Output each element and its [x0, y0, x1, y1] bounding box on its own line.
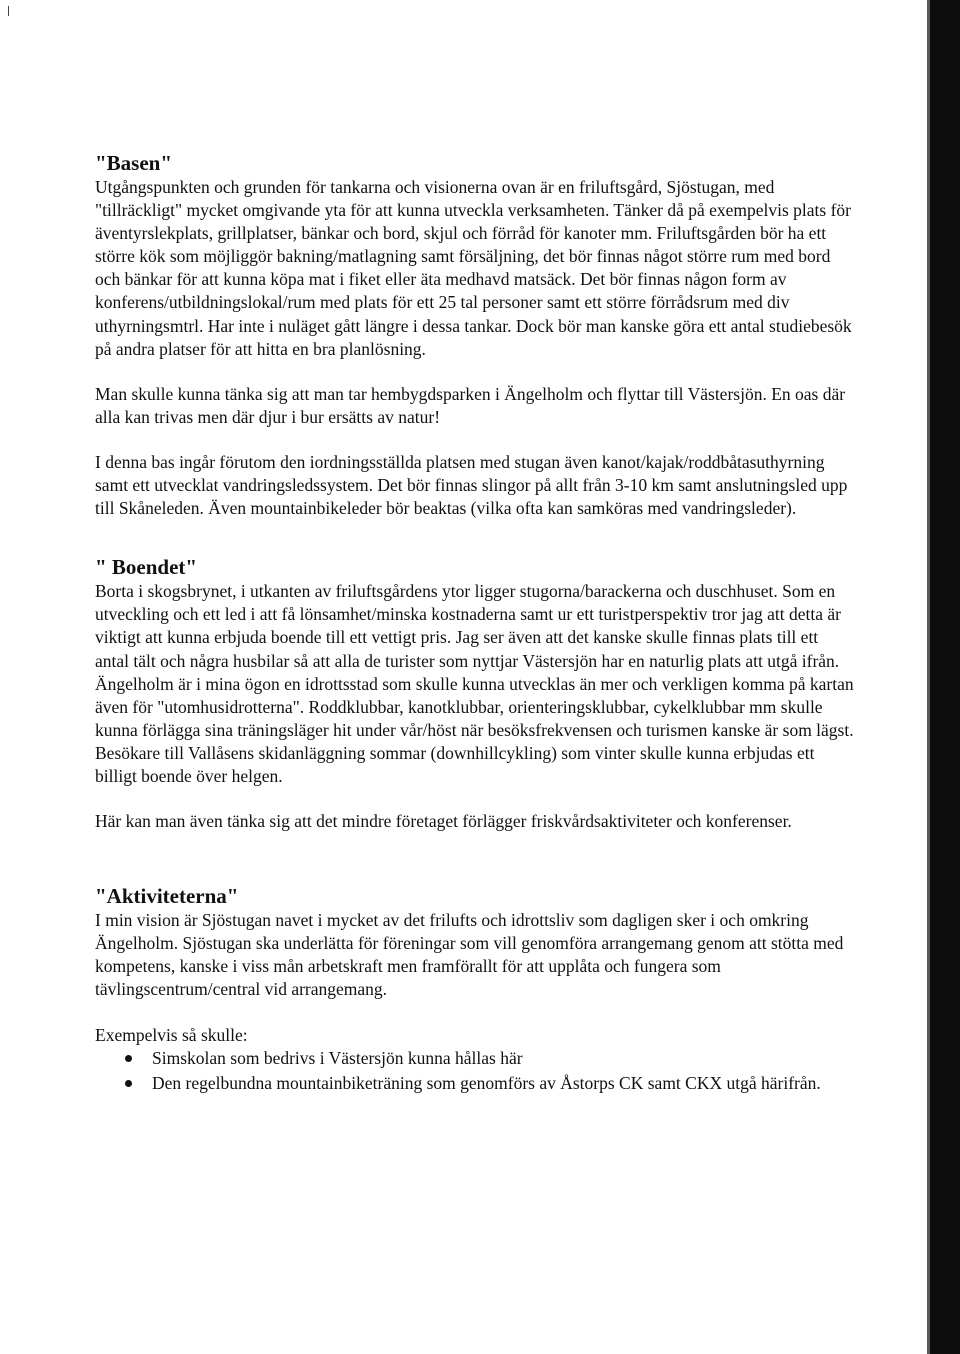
section-heading-basen: "Basen"	[95, 151, 172, 175]
list-item-text: Den regelbundna mountainbiketräning som genomförs av Åstorps CK samt CKX utgå härifrån.	[152, 1072, 821, 1093]
bullet-icon	[125, 1080, 132, 1087]
paragraph-basen-2: Man skulle kunna tänka sig att man tar hembygdsparken i Ängelholm och flyttar till Västersjön. En oas där alla kan trivas men där djur i bur ersätts av natur!	[95, 383, 846, 427]
paragraph-aktiviteterna-1: I min vision är Sjöstugan navet i mycket av det frilufts och idrottsliv som dagligen sker i och omkring Ängelholm. Sjöstugan ska underlätta för föreningar som vill genomföra arrangemang genom att stötta med kompetens, kanske i viss mån arbetskraft men framförallt för att upplåta och fungera som tävlingscentrum/central vid arrangemang.	[95, 910, 844, 1000]
scan-mark	[8, 6, 15, 16]
paragraph-boendet-2: Här kan man även tänka sig att det mindre företaget förlägger friskvårdsaktiviteter och konferenser.	[95, 811, 792, 832]
paragraph-aktiviteterna-2: Exempelvis så skulle:	[95, 1024, 248, 1045]
section-heading-boendet: " Boendet"	[95, 555, 198, 580]
paragraph-boendet-1: Borta i skogsbrynet, i utkanten av friluftsgårdens ytor ligger stugorna/barackerna och duschhuset. Som en utveckling och ett led i att få lönsamhet/minska kostnaderna samt ur ett turistperspektiv tror jag att detta är viktigt att kunna erbjuda boende till ett vettigt pris. Jag ser även att det kanske skulle finnas plats till ett antal tält och några husbilar så att alla de turister som nyttjar Västersjön har en naturlig plats att utgå ifrån. Ängelholm är i mina ögon en idrottsstad som skulle kunna utvecklas än mer och verkligen komma på kartan även för "utomhusidrotterna". Roddklubbar, kanotklubbar, orienteringsklubbar, cykelklubbar mm skulle kunna förlägga sina träningsläger hit under vår/höst när besöksfrekvensen och turismen kanske är som lägst. Besökare till Vallåsens skidanläggning sommar (downhillcykling) som vinter skulle kunna erbjudas ett billigt boende över helgen.	[95, 581, 854, 786]
section-heading-aktiviteterna: "Aktiviteterna"	[95, 884, 239, 909]
scan-edge-border	[930, 0, 960, 1354]
paragraph-basen-3: I denna bas ingår förutom den iordningsställda platsen med stugan även kanot/kajak/roddbåtasuthyrning samt ett utvecklat vandringsledssystem. Det bör finnas slingor på allt från 3-10 km samt anslutningsled upp till Skåneleden. Även mountainbikeleder bör beaktas (vilka ofta kan samköras med vandringsleder).	[95, 451, 848, 519]
document-body	[95, 150, 855, 1097]
list-item-text: Simskolan som bedrivs i Västersjön kunna hållas här	[152, 1047, 523, 1068]
paragraph-basen-1: Utgångspunkten och grunden för tankarna och visionerna ovan är en friluftsgård, Sjöstugan, med "tillräckligt" mycket omgivande yta för att kunna utveckla verksamheten. Tänker då på exempelvis plats för äventyrslekplats, grillplatser, bänkar och bord, skjul och förråd för kanoter mm. Friluftsgården bör ha ett större kök som möjliggör bakning/matlagning samt försäljning, det bör finnas något större rum med bord och bänkar för att kunna köpa mat i fiket eller äta medhavd matsäck. Det bör finnas någon form av konferens/utbildningslokal/rum med plats för ett 25 tal personer samt ett större förrådsrum med div uthyrningsmtrl. Har inte i nuläget gått längre i dessa tankar. Dock bör man kanske göra ett antal studiebesök på andra platser för att hitta en bra planlösning.	[95, 177, 852, 359]
bullet-icon	[125, 1055, 132, 1062]
list-item	[95, 1072, 855, 1095]
list-item	[95, 1047, 855, 1070]
bullet-list	[95, 1047, 855, 1095]
